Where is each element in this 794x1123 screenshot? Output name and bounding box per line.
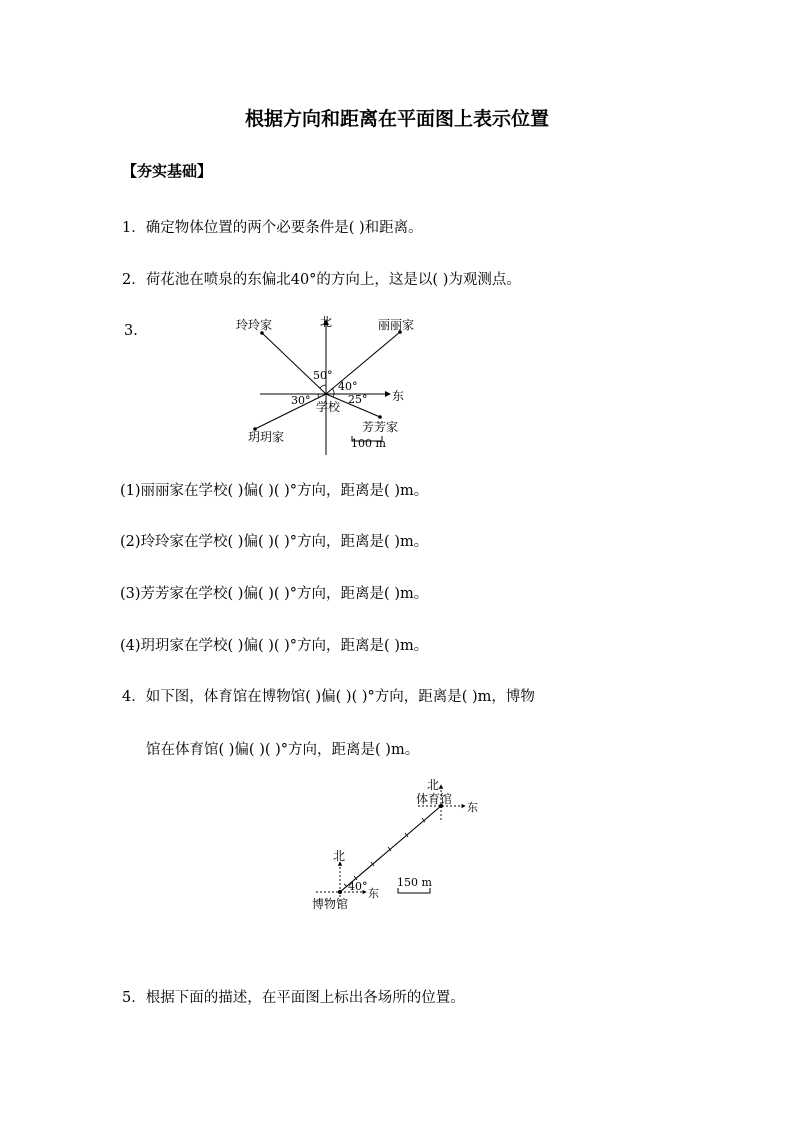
stadium-museum-diagram	[300, 770, 500, 915]
question-5: 5．根据下面的描述，在平面图上标出各场所的位置。	[122, 990, 465, 1006]
angle-30-label: 30°	[291, 394, 311, 407]
question-3-sub-4: (4)玥玥家在学校( )偏( )( )°方向，距离是( )m。	[120, 638, 429, 654]
scale-150-label: 150 m	[397, 876, 432, 889]
scale-label: 100 m	[351, 437, 386, 450]
page-title: 根据方向和距离在平面图上表示位置	[244, 108, 549, 130]
north-label: 北	[320, 315, 333, 329]
question-3-sub-2: (2)玲玲家在学校( )偏( )( )°方向，距离是( )m。	[120, 534, 429, 550]
question-1: 1．确定物体位置的两个必要条件是( )和距离。	[122, 220, 423, 236]
yueyue-label: 玥玥家	[248, 430, 285, 444]
fangfang-point	[378, 415, 382, 419]
east-bottom-label: 东	[368, 887, 379, 900]
east-top-label: 东	[467, 801, 478, 814]
angle-50-label: 50°	[313, 369, 333, 382]
question-2: 2．荷花池在喷泉的东偏北40°的方向上，这是以( )为观测点。	[122, 272, 521, 288]
north-bottom-label: 北	[333, 849, 346, 863]
question-3-number: 3.	[124, 323, 138, 339]
lili-label: 丽丽家	[378, 318, 415, 332]
lingling-label: 玲玲家	[236, 318, 273, 332]
question-4-line-2: 馆在体育馆( )偏( )( )°方向，距离是( )m。	[146, 742, 420, 758]
museum-label: 博物馆	[312, 897, 349, 911]
east-label: 东	[392, 389, 405, 403]
ray-lingling	[262, 333, 326, 394]
angle-25-label: 25°	[348, 393, 368, 406]
school-direction-diagram	[230, 310, 430, 460]
stadium-label: 体育馆	[416, 792, 453, 806]
question-4-line-1: 4．如下图，体育馆在博物馆( )偏( )( )°方向，距离是( )m，博物	[122, 689, 535, 705]
fangfang-label: 芳芳家	[362, 420, 399, 434]
angle-40-label: 40°	[338, 380, 358, 393]
question-3-sub-3: (3)芳芳家在学校( )偏( )( )°方向，距离是( )m。	[120, 586, 429, 602]
question-3-sub-1: (1)丽丽家在学校( )偏( )( )°方向，距离是( )m。	[120, 483, 429, 499]
angle-40-label-q4: 40°	[348, 880, 368, 893]
north-top-label: 北	[427, 778, 440, 792]
school-label: 学校	[316, 400, 341, 414]
section-heading: 【夯实基础】	[122, 162, 213, 180]
